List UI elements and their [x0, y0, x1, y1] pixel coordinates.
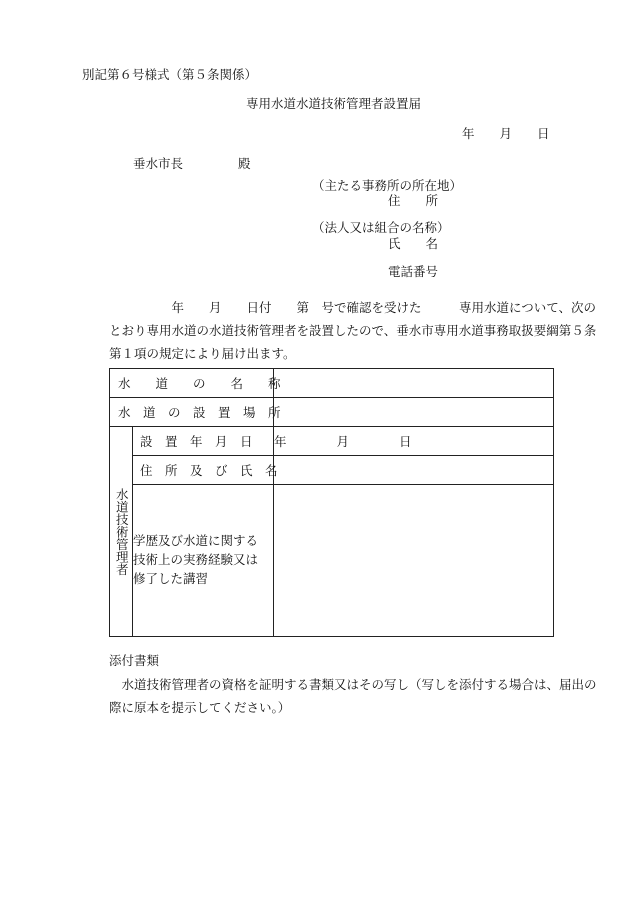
- address-name-label-cell: [133, 456, 278, 485]
- waterworks-name-row: [110, 369, 554, 398]
- qualification-label: 学歴及び水道に関する技術上の実務経験又は修了した講習: [133, 533, 259, 586]
- waterworks-name-value[interactable]: [274, 369, 554, 398]
- installation-place-row: [110, 398, 554, 427]
- address-name-value[interactable]: [274, 456, 554, 485]
- appointment-date-label-cell: [133, 427, 274, 456]
- registration-table: [109, 368, 554, 637]
- manager-group-label: 水道技術管理者: [114, 487, 130, 576]
- body-line-3: 第１項の規定により届け出ます。: [109, 346, 296, 361]
- body-line-1: 年 月 日付 第 号で確認を受けた 専用水道について、次の: [109, 300, 597, 315]
- installation-place-label-cell: [110, 398, 281, 427]
- address-name-row: [110, 456, 554, 485]
- attachment-line-1: 水道技術管理者の資格を証明する書類又はその写し（写しを添付する場合は、届出の: [109, 677, 597, 692]
- phone-number-label: 電話番号: [388, 264, 439, 279]
- attachment-heading: 添付書類: [109, 653, 160, 668]
- manager-group-cell: [110, 427, 133, 637]
- attachment-line-2: 際に原本を提示してください。）: [109, 700, 291, 715]
- address-label: 住 所: [388, 193, 439, 208]
- address-name-label: 住 所 及 び 氏 名: [140, 463, 278, 478]
- waterworks-name-label-cell: [110, 369, 281, 398]
- installation-place-label: 水 道 の 設 置 場 所: [118, 405, 281, 420]
- waterworks-name-label: 水 道 の 名 称: [118, 376, 281, 391]
- addressee-honorific: 殿: [238, 156, 251, 171]
- appointment-date-row: [110, 427, 554, 456]
- corporation-name-label: （法人又は組合の名称）: [312, 220, 450, 235]
- document-title: 専用水道水道技術管理者設置届: [246, 96, 422, 111]
- installation-place-value[interactable]: [274, 398, 554, 427]
- body-line-2: とおり専用水道の水道技術管理者を設置したので、垂水市専用水道事務取扱要綱第５条: [109, 323, 597, 338]
- office-location-label: （主たる事務所の所在地）: [312, 178, 463, 193]
- appointment-date-label: 設 置 年 月 日: [140, 434, 253, 449]
- form-number: 別記第６号様式（第５条関係）: [82, 67, 258, 82]
- applicant-name-label: 氏 名: [388, 236, 439, 251]
- qualification-label-cell: [133, 485, 274, 637]
- submission-date: 年 月 日: [462, 126, 550, 141]
- addressee-name: 垂水市長: [133, 156, 184, 171]
- qualification-row: [110, 485, 554, 637]
- qualification-value[interactable]: [274, 485, 554, 637]
- appointment-date-value[interactable]: 年 月 日: [274, 427, 554, 456]
